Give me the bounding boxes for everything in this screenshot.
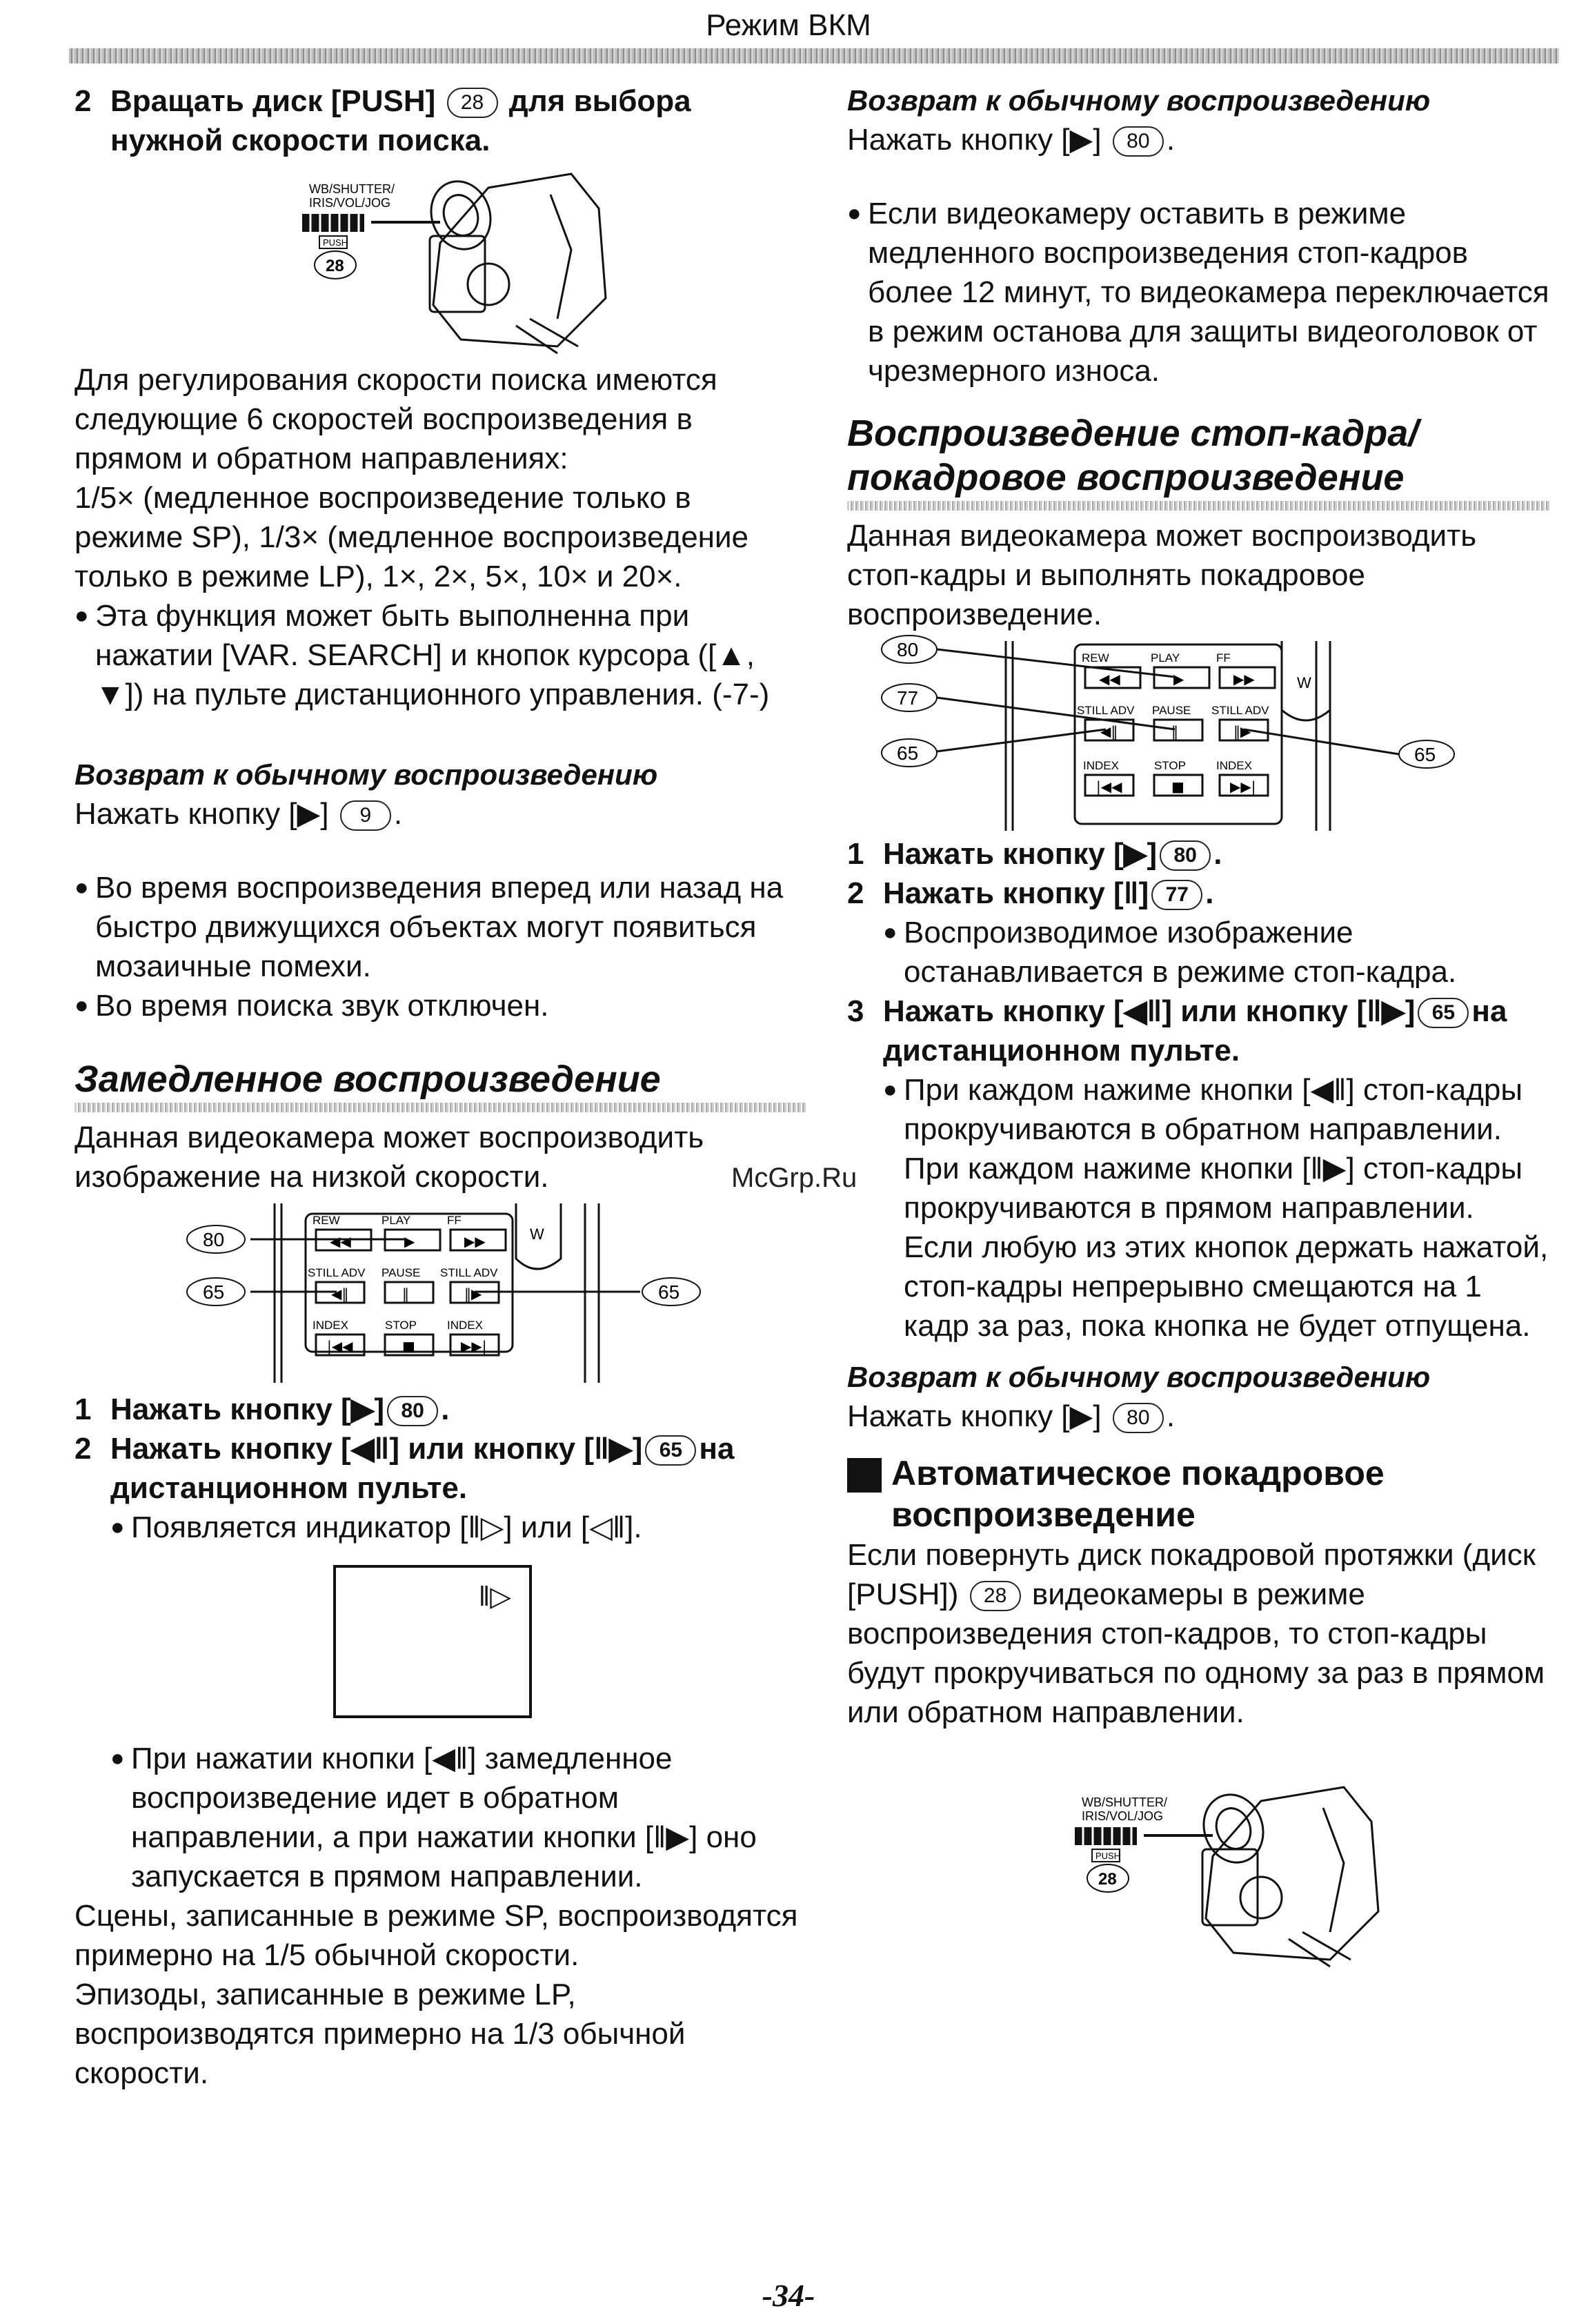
speed-para: Для регулирования скорости поиска имеются следующие 6 скоростей воспроизведения в прямом и обратном направлениях: xyxy=(75,363,717,475)
ref-badge: 80 xyxy=(387,1396,438,1426)
still-adv-fwd-icon: ‖▶ xyxy=(1233,723,1251,740)
still-adv-back-icon: ◀‖ xyxy=(331,1286,349,1302)
ref-badge: 65 xyxy=(1418,998,1469,1028)
ref-badge: 80 xyxy=(1160,840,1211,871)
ref-badge: 77 xyxy=(1151,880,1202,910)
remote-label-index-right: INDEX xyxy=(1216,759,1252,772)
indicator-screen xyxy=(333,1565,532,1718)
camcorder-icon xyxy=(1194,1786,1378,1967)
remote-control-figure-1 xyxy=(75,1197,764,1390)
slow-intro: Данная видеокамера может воспроизводить изображение на низкой скорости. xyxy=(75,1121,704,1194)
auto-frame-para: Если повернуть диск покадровой протяжки (диск [PUSH]) 28 видеокамеры в режиме воспроизведения стоп-кадров, то стоп-кадры будут прокручиваться по одному за раз в прямом или обратном направлении. xyxy=(847,1538,1545,1729)
auto-frame-heading: Автоматическое покадровое воспроизведение xyxy=(847,1452,1551,1535)
ff-icon: ▶▶ xyxy=(1233,671,1255,687)
stop-icon: ■ xyxy=(402,1338,415,1355)
still-adv-back-icon: ◀‖ xyxy=(1100,723,1118,740)
ref-badge: 28 xyxy=(970,1581,1021,1611)
push-label: PUSH xyxy=(1095,1851,1121,1861)
remote-label-play: PLAY xyxy=(1151,651,1180,664)
speed-list-para: 1/5× (медленное воспроизведение только в режиме SP), 1/3× (медленное воспроизведение только в режиме LP), 1×, 2×, 5×, 10× и 20×. xyxy=(75,481,749,593)
bullet-indicator: ● Появляется индикатор [‖▷] или [◁‖]. xyxy=(110,1510,642,1544)
remote-label-w: W xyxy=(1297,674,1311,691)
bullet-sound-off: ● Во время поиска звук отключен. xyxy=(75,989,549,1023)
left-column xyxy=(75,81,806,2093)
sp-mode-para: Сцены, записанные в режиме SP, воспроизводятся примерно на 1/5 обычной скорости. xyxy=(75,1899,798,1972)
callout-65-left: 65 xyxy=(897,742,919,764)
index-back-icon: |◀◀ xyxy=(327,1338,353,1355)
remote-label-stop: STOP xyxy=(385,1319,417,1332)
dial-label-2: IRIS/VOL/JOG xyxy=(309,196,391,210)
remote-label-w: W xyxy=(530,1225,544,1243)
dial-badge: 28 xyxy=(1098,1870,1117,1889)
right-column xyxy=(847,81,1551,1973)
section-rule xyxy=(75,1103,806,1112)
ref-badge: 28 xyxy=(447,88,498,118)
return-heading-top: Возврат к обычному воспроизведению xyxy=(847,84,1431,117)
ref-badge: 80 xyxy=(1113,126,1164,157)
callout-65-right: 65 xyxy=(658,1281,680,1303)
bullet-frame-scroll: ● При каждом нажиме кнопки [◀‖] стоп-кадры прокручиваются в обратном направлении. При каждом нажиме кнопки [‖▶] стоп-кадры прокручиваются в прямом направлении. Если любую из этих кнопок держать нажатой, стоп-кадры непрерывно смещаются на 1 кадр за раз, пока кнопка не будет отпущена. xyxy=(883,1073,1549,1343)
return-instruction-mid: Нажать кнопку [▶] 80 . xyxy=(847,1399,1176,1433)
remote-label-stop: STOP xyxy=(1154,759,1186,772)
return-heading-mid: Возврат к обычному воспроизведению xyxy=(847,1361,1431,1393)
still-intro: Данная видеокамера может воспроизводить стоп-кадры и выполнять покадровое воспроизведение. xyxy=(847,519,1477,631)
camcorder-icon xyxy=(421,173,606,353)
bullet-12-minutes: ● Если видеокамеру оставить в режиме медленного воспроизведения стоп-кадров более 12 минут, то видеокамера переключается в режим останова для защиты видеоголовок от чрезмерного износа. xyxy=(847,197,1549,388)
stop-icon: ■ xyxy=(1171,778,1184,795)
dial-wheel-icon xyxy=(1075,1827,1137,1845)
square-bullet-icon xyxy=(847,1458,882,1493)
dial-badge: 28 xyxy=(326,257,344,275)
ref-badge: 9 xyxy=(340,800,391,831)
ref-badge: 80 xyxy=(1113,1403,1164,1433)
remote-label-ff: FF xyxy=(1216,651,1231,664)
play-icon: ▶ xyxy=(404,1233,415,1250)
push-label: PUSH xyxy=(323,237,348,248)
page-header-title: Режим ВКМ xyxy=(706,8,871,42)
remote-label-rew: REW xyxy=(313,1214,340,1227)
bullet-slow-direction: ● При нажатии кнопки [◀‖] замедленное воспроизведение идет в обратном направлении, а при нажатии кнопки [‖▶] оно запускается в прямом направлении. xyxy=(110,1742,757,1893)
index-fwd-icon: ▶▶| xyxy=(461,1338,487,1355)
section-rule xyxy=(847,501,1551,511)
slow-indicator-icon: ‖▷ xyxy=(478,1582,511,1612)
page-number: -34- xyxy=(762,2278,815,2313)
pause-icon: ‖ xyxy=(402,1286,409,1302)
index-back-icon: |◀◀ xyxy=(1096,778,1122,795)
remote-label-still-adv-right: STILL ADV xyxy=(440,1266,498,1279)
bullet-var-search: ● Эта функция может быть выполненна при нажатии [VAR. SEARCH] и кнопок курсора ([▲, ▼]) на пульте дистанционного управления. (-7-) xyxy=(75,599,770,711)
bullet-mosaic: ● Во время воспроизведения вперед или назад на быстро движущихся объектах могут появиться мозаичные помехи. xyxy=(75,871,784,983)
dial-label-2: IRIS/VOL/JOG xyxy=(1082,1809,1164,1823)
dial-label-1: WB/SHUTTER/ xyxy=(309,182,395,196)
remote-label-index-left: INDEX xyxy=(313,1319,348,1332)
lp-mode-para: Эпизоды, записанные в режиме LP, воспроизводятся примерно на 1/3 обычной скорости. xyxy=(75,1978,686,2090)
remote-label-still-adv-right: STILL ADV xyxy=(1211,704,1269,717)
pause-icon: ‖ xyxy=(1171,723,1178,740)
ref-badge: 65 xyxy=(645,1435,696,1466)
callout-80: 80 xyxy=(203,1229,225,1250)
callout-80: 80 xyxy=(897,639,919,660)
header-band xyxy=(69,48,1559,63)
callout-77: 77 xyxy=(897,687,919,709)
ff-icon: ▶▶ xyxy=(464,1233,486,1250)
return-instruction-top: Нажать кнопку [▶] 80 . xyxy=(847,123,1176,157)
dial-wheel-icon xyxy=(302,214,364,232)
rew-icon: ◀◀ xyxy=(1099,671,1120,687)
remote-label-still-adv-left: STILL ADV xyxy=(308,1266,366,1279)
camcorder-dial-figure-2 xyxy=(847,1773,1537,1973)
remote-label-still-adv-left: STILL ADV xyxy=(1077,704,1135,717)
remote-label-pause: PAUSE xyxy=(1152,704,1191,717)
remote-label-index-right: INDEX xyxy=(447,1319,483,1332)
slow-step-1: 1 Нажать кнопку [▶] 80 . xyxy=(75,1392,450,1426)
return-instruction-1: Нажать кнопку [▶] 9 . xyxy=(75,797,403,831)
step-2-rotate-dial: 2 Вращать диск [PUSH] 28 для выбора нужной скорости поиска. xyxy=(75,84,691,157)
index-fwd-icon: ▶▶| xyxy=(1230,778,1256,795)
still-adv-fwd-icon: ‖▶ xyxy=(464,1286,482,1302)
watermark: McGrp.Ru xyxy=(731,1163,857,1193)
remote-label-play: PLAY xyxy=(381,1214,411,1227)
still-step-1: 1 Нажать кнопку [▶] 80 . xyxy=(847,837,1222,871)
still-step-3: 3 Нажать кнопку [◀‖] или кнопку [‖▶] 65 на дистанционном пульте. xyxy=(847,994,1507,1067)
bullet-still-image: ● Воспроизводимое изображение останавливается в режиме стоп-кадра. xyxy=(883,916,1457,989)
remote-label-pause: PAUSE xyxy=(381,1266,421,1279)
remote-label-index-left: INDEX xyxy=(1083,759,1119,772)
remote-label-ff: FF xyxy=(447,1214,462,1227)
still-step-2: 2 Нажать кнопку [‖] 77 . xyxy=(847,876,1214,910)
section-title-slow: Замедленное воспроизведение xyxy=(75,1058,661,1100)
section-title-still: Воспроизведение стоп-кадра/покадровое воспроизведение xyxy=(847,413,1419,498)
remote-control-figure-2 xyxy=(847,634,1537,834)
callout-65-right: 65 xyxy=(1414,744,1436,765)
rew-icon: ◀◀ xyxy=(330,1233,351,1250)
slow-step-2: 2 Нажать кнопку [◀‖] или кнопку [‖▶] 65 на дистанционном пульте. xyxy=(75,1432,735,1505)
play-icon: ▶ xyxy=(1173,671,1184,687)
return-heading-1: Возврат к обычному воспроизведению xyxy=(75,758,658,791)
remote-label-rew: REW xyxy=(1082,651,1109,664)
dial-label-1: WB/SHUTTER/ xyxy=(1082,1795,1167,1809)
camcorder-dial-figure xyxy=(75,160,764,360)
callout-65-left: 65 xyxy=(203,1281,225,1303)
